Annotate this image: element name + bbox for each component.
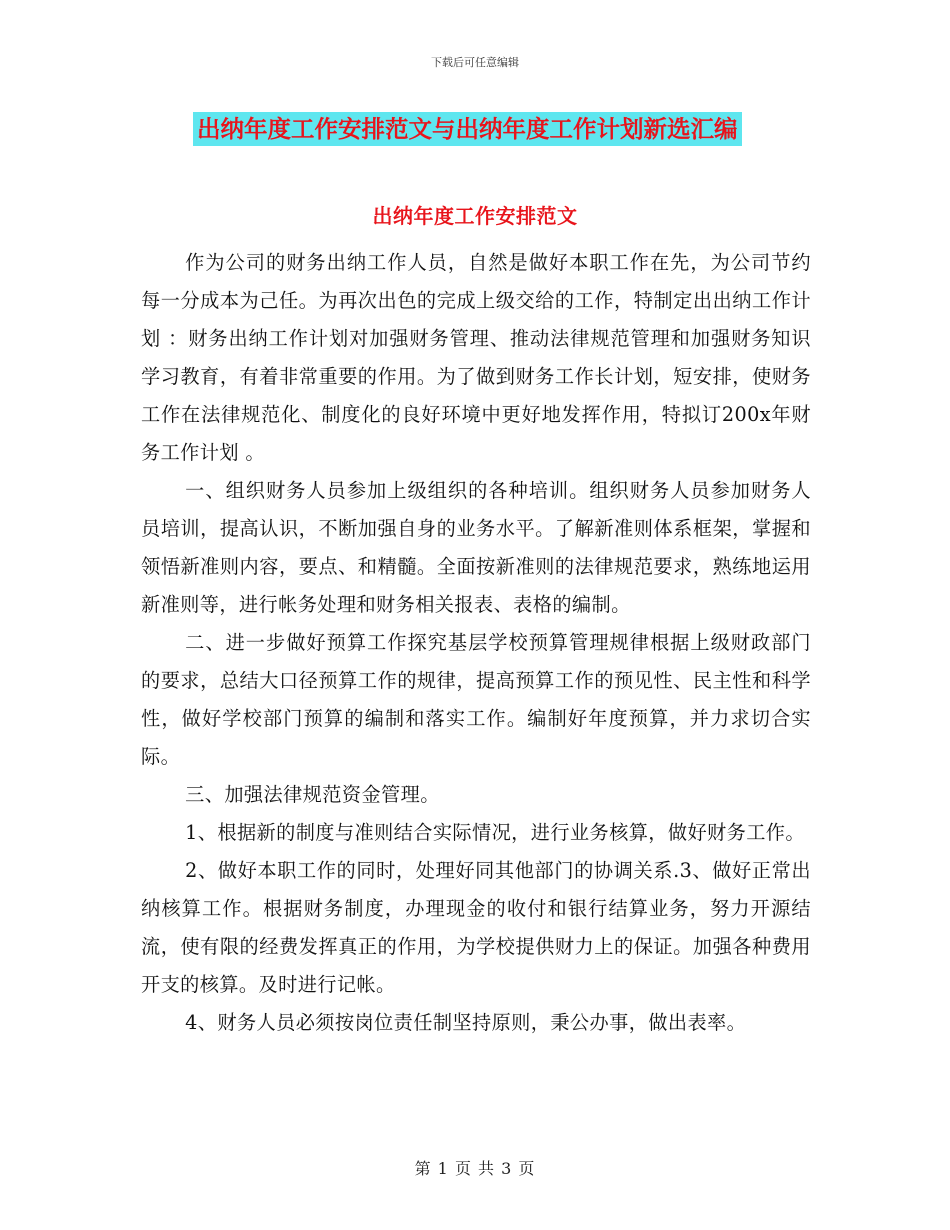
header-note: 下载后可任意编辑 bbox=[431, 56, 519, 69]
document-body bbox=[141, 244, 811, 1042]
page-indicator: 第 1 页 共 3 页 bbox=[414, 1159, 536, 1178]
paragraph: 二、进一步做好预算工作探究基层学校预算管理规律根据上级财政部门的要求，总结大口径预算工作的规律，提高预算工作的预见性、民主性和科学性，做好学校部门预算的编制和落实工作。编制好年度预算，并力求切合实际。 bbox=[141, 631, 811, 768]
paragraph: 2、做好本职工作的同时，处理好同其他部门的协调关系.3、做好正常出纳核算工作。根据财务制度，办理现金的收付和银行结算业务，努力开源结流，使有限的经费发挥真正的作用，为学校提供财力上的保证。加强各种费用开支的核算。及时进行记帐。 bbox=[141, 859, 811, 996]
paragraph: 1、根据新的制度与准则结合实际情况，进行业务核算，做好财务工作。 bbox=[185, 821, 805, 844]
paragraph: 一、组织财务人员参加上级组织的各种培训。组织财务人员参加财务人员培训，提高认识，不断加强自身的业务水平。了解新准则体系框架，掌握和领悟新准则内容，要点、和精髓。全面按新准则的法律规范要求，熟练地运用新准则等，进行帐务处理和财务相关报表、表格的编制。 bbox=[141, 479, 811, 616]
paragraph: 三、加强法律规范资金管理。 bbox=[185, 783, 440, 806]
paragraph: 作为公司的财务出纳工作人员，自然是做好本职工作在先，为公司节约每一分成本为己任。为再次出色的完成上级交给的工作，特制定出出纳工作计划 ：财务出纳工作计划对加强财务管理、推动法律规范管理和加强财务知识学习教育，有着非常重要的作用。为了做到财务工作长计划，短安排，使财务工作在法律规范化、制度化的良好环境中更好地发挥作用，特拟订200x年财务工作计划 。 bbox=[141, 251, 811, 464]
paragraph: 4、财务人员必须按岗位责任制坚持原则，秉公办事，做出表率。 bbox=[185, 1011, 747, 1034]
section-title: 出纳年度工作安排范文 bbox=[372, 204, 578, 228]
document-title: 出纳年度工作安排范文与出纳年度工作计划新选汇编 bbox=[193, 112, 742, 146]
